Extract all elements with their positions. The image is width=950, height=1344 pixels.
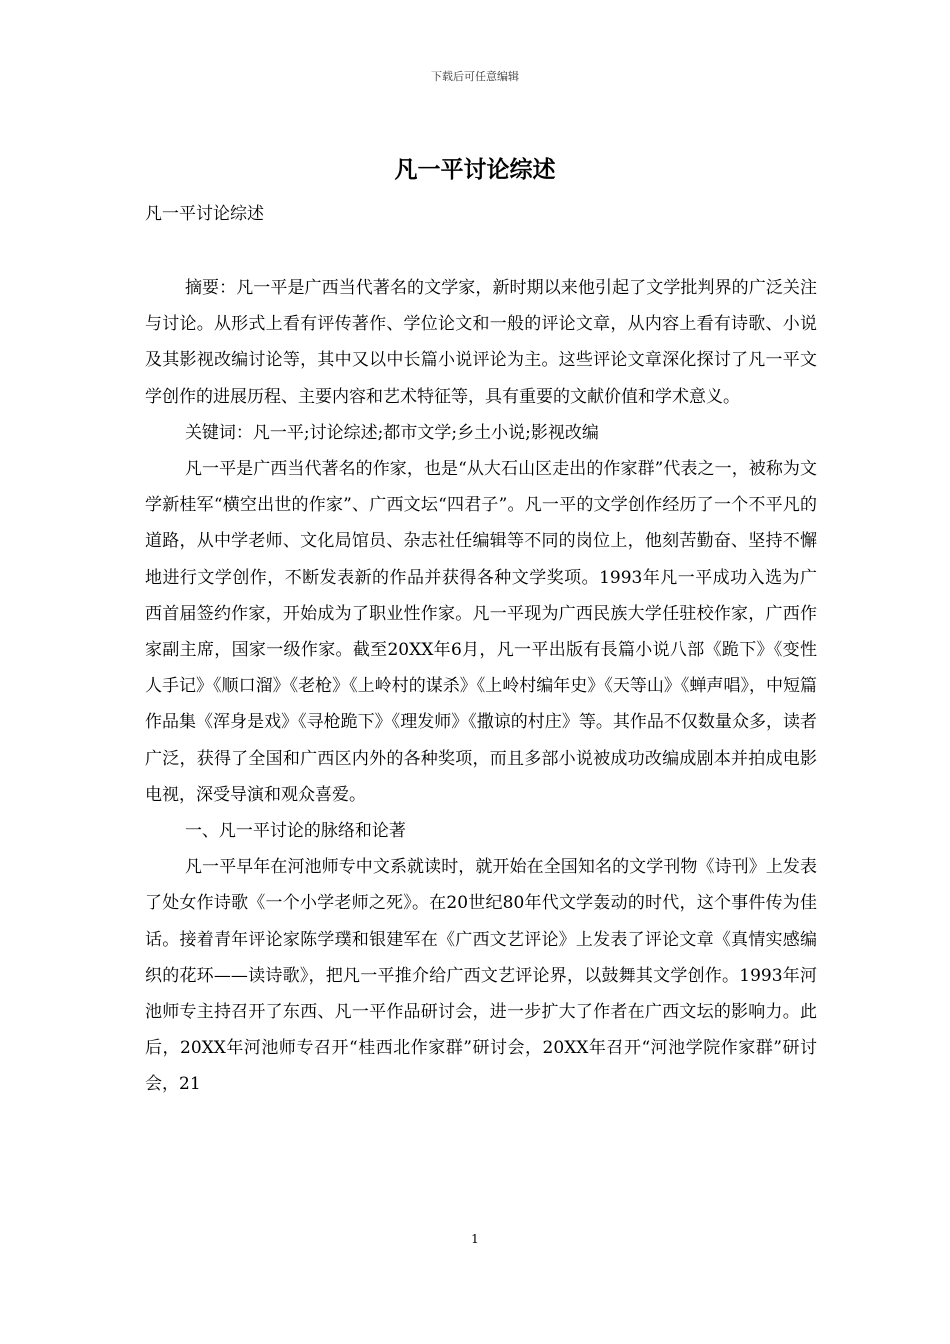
keywords-paragraph: 关键词：凡一平;讨论综述;都市文学;乡土小说;影视改编	[184, 422, 599, 443]
intro-paragraph: 凡一平是广西当代著名的作家，也是“从大石山区走出的作家群”代表之一，被称为文学新桂军“横空出世的作家”、广西文坛“四君子”。凡一平的文学创作经历了一个不平凡的道路，从中学老师、文化局馆员、杂志社任编辑等不同的岗位上，他刻苦勤奋、坚持不懈地进行文学创作，不断发表新的作品并获得各种文学奖项。1993年凡一平成功入选为广西首届签约作家，开始成为了职业性作家。凡一平现为广西民族大学任驻校作家，广西作家副主席，国家一级作家。截至20XX年6月，凡一平出版有長篇小说八部《跪下》《变性人手记》《顺口溜》《老枪》《上岭村的谋杀》《上岭村编年史》《天等山》《蝉声唱》，中短篇作品集《浑身是戏》《寻枪跪下》《理发师》《撒谅的村庄》等。其作品不仅数量众多，读者广泛，获得了全国和广西区内外的各种奖项，而且多部小说被成功改编成剧本并拍成电影电视，深受导演和观众喜爱。	[145, 459, 817, 805]
section-heading: 一、凡一平讨论的脉络和论著	[184, 821, 406, 842]
abstract-paragraph: 摘要：凡一平是广西当代著名的文学家，新时期以来他引起了文学批判界的广泛关注与讨论。从形式上看有评传著作、学位论文和一般的评论文章，从内容上看有诗歌、小说及其影视改编讨论等，其中又以中长篇小说评论为主。这些评论文章深化探讨了凡一平文学创作的进展历程、主要内容和艺术特征等，具有重要的文献价值和学术意义。	[145, 278, 817, 407]
section-paragraph: 凡一平早年在河池师专中文系就读时，就开始在全国知名的文学刊物《诗刊》上发表了处女作诗歌《一个小学老师之死》。在20世纪80年代文学轰动的时代，这个事件传为佳话。接着青年评论家陈学璞和银建军在《广西文艺评论》上发表了评论文章《真情实感编织的花环——读诗歌》，把凡一平推介给广西文艺评论界，以鼓舞其文学创作。1993年河池师专主持召开了东西、凡一平作品研讨会，进一步扩大了作者在广西文坛的影响力。此后，20XX年河池师专召开“桂西北作家群”研讨会，20XX年召开“河池学院作家群”研讨会，21	[145, 857, 817, 1095]
header-note: 下载后可任意编辑	[431, 70, 519, 83]
page-number: 1	[471, 1232, 479, 1246]
document-title: 凡一平讨论综述	[394, 156, 556, 183]
document-subtitle: 凡一平讨论综述	[145, 204, 264, 224]
document-body	[145, 270, 817, 1103]
